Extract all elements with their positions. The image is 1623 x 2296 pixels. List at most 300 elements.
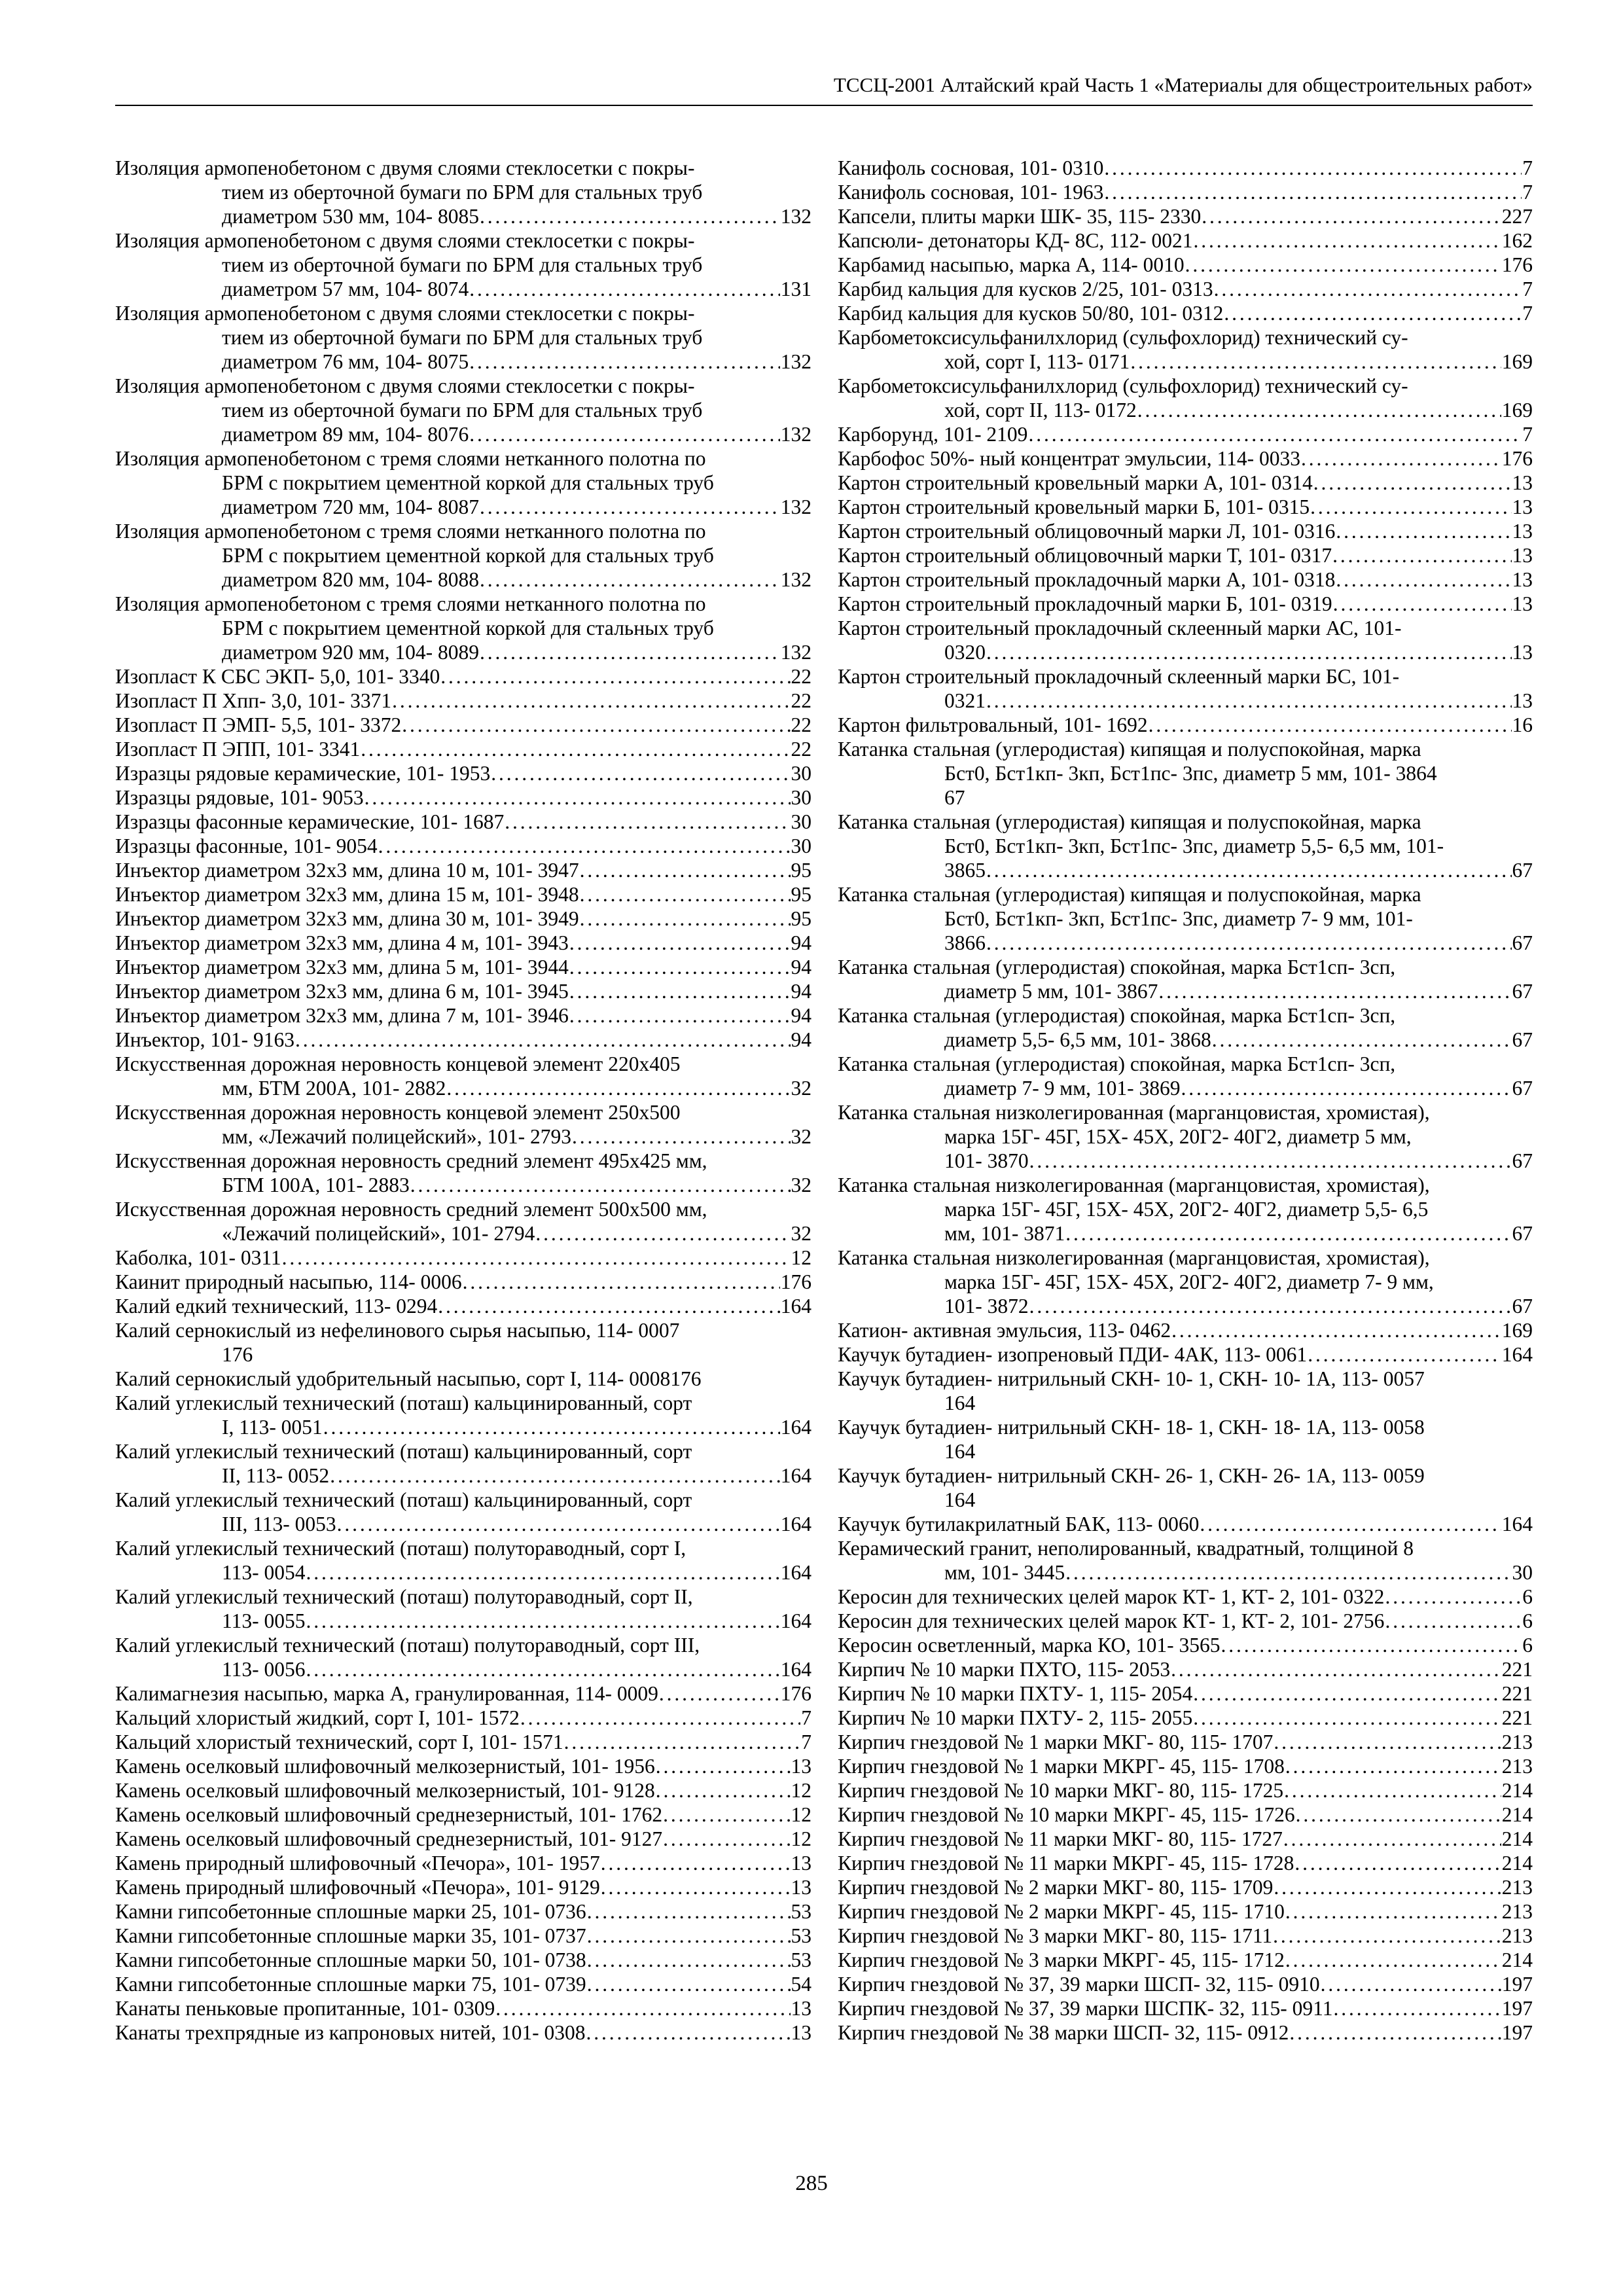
entry-text: Картон строительный прокладочный склеенный марки АС, 101- bbox=[838, 617, 1402, 639]
entry-text: 0321 bbox=[944, 689, 986, 712]
entry-page-ref: 94 bbox=[791, 931, 812, 954]
entry-text: марка 15Г- 45Г, 15Х- 45Х, 20Г2- 40Г2, диаметр 5 мм, bbox=[944, 1125, 1412, 1148]
index-entry-line bbox=[115, 1100, 812, 1124]
index-entry bbox=[115, 1149, 812, 1197]
index-entry bbox=[115, 2020, 812, 2045]
index-entry-line bbox=[838, 1318, 1533, 1342]
entry-page-ref: 7 bbox=[801, 1706, 812, 1729]
dot-leader bbox=[1171, 1318, 1501, 1342]
dot-leader bbox=[1274, 1875, 1501, 1899]
index-entry bbox=[115, 1803, 812, 1827]
index-entry-line bbox=[115, 1076, 812, 1100]
index-entry-line bbox=[115, 277, 812, 301]
index-entry bbox=[115, 737, 812, 761]
dot-leader bbox=[392, 689, 790, 713]
index-entry bbox=[838, 1996, 1533, 2020]
index-entry-line bbox=[115, 1754, 812, 1778]
index-entry-line bbox=[115, 471, 812, 495]
entry-text: Камень природный шлифовочный «Печора», 101- 1957 bbox=[115, 1852, 600, 1874]
dot-leader bbox=[601, 1851, 791, 1875]
index-entry-line bbox=[115, 1488, 812, 1512]
index-entry bbox=[115, 1536, 812, 1585]
index-entry bbox=[838, 1972, 1533, 1996]
index-entry bbox=[115, 1294, 812, 1318]
index-entry bbox=[838, 1778, 1533, 1803]
entry-page-ref: 214 bbox=[1501, 1827, 1533, 1850]
index-entry bbox=[838, 713, 1533, 737]
index-entry bbox=[115, 228, 812, 301]
index-entry-line bbox=[838, 2020, 1533, 2045]
index-entry bbox=[838, 471, 1533, 495]
index-entry-line bbox=[115, 785, 812, 810]
entry-page-ref: 16 bbox=[1512, 713, 1533, 736]
index-entry-line bbox=[838, 713, 1533, 737]
dot-leader bbox=[446, 1076, 790, 1100]
index-entry-line bbox=[838, 1270, 1533, 1294]
entry-page-ref: 7 bbox=[801, 1731, 812, 1753]
index-entry-line bbox=[115, 1318, 812, 1342]
index-entry-line bbox=[115, 1827, 812, 1851]
entry-text: диаметром 720 мм, 104- 8087 bbox=[222, 495, 479, 518]
entry-page-ref: 221 bbox=[1501, 1682, 1533, 1705]
index-entry-line bbox=[838, 1996, 1533, 2020]
index-entry-line bbox=[115, 446, 812, 471]
index-entry-line bbox=[838, 422, 1533, 446]
entry-text: Каболка, 101- 0311 bbox=[115, 1246, 281, 1269]
entry-page-ref: 30 bbox=[791, 786, 812, 809]
dot-leader bbox=[580, 882, 791, 906]
index-entry bbox=[115, 374, 812, 446]
entry-text: мм, БТМ 200А, 101- 2882 bbox=[222, 1077, 446, 1100]
index-entry-line bbox=[838, 1391, 1533, 1415]
entry-page-ref: 12 bbox=[791, 1827, 812, 1850]
index-entry-line bbox=[115, 906, 812, 931]
index-entry-line bbox=[115, 204, 812, 228]
index-entry-line bbox=[838, 1754, 1533, 1778]
index-entry-line bbox=[838, 1221, 1533, 1246]
entry-page-ref: 7 bbox=[1522, 278, 1533, 300]
index-entry-line bbox=[838, 1875, 1533, 1899]
index-entry bbox=[838, 1463, 1533, 1512]
entry-text: марка 15Г- 45Г, 15Х- 45Х, 20Г2- 40Г2, диаметр 7- 9 мм, bbox=[944, 1270, 1434, 1293]
entry-page-ref: 164 bbox=[780, 1609, 812, 1632]
index-entry-line bbox=[838, 1536, 1533, 1560]
entry-text: 164 bbox=[944, 1440, 976, 1463]
index-entry-line bbox=[115, 1924, 812, 1948]
entry-page-ref: 30 bbox=[791, 834, 812, 857]
dot-leader bbox=[469, 422, 780, 446]
dot-leader bbox=[535, 1221, 790, 1246]
index-entry-line bbox=[838, 1342, 1533, 1367]
index-entry-line bbox=[115, 1221, 812, 1246]
page-number: 285 bbox=[795, 2172, 828, 2195]
index-entry bbox=[115, 1681, 812, 1706]
entry-page-ref: 13 bbox=[1512, 641, 1533, 664]
entry-text: Инъектор диаметром 32x3 мм, длина 7 м, 101- 3946 bbox=[115, 1004, 569, 1027]
entry-text: 164 bbox=[944, 1391, 976, 1414]
entry-text: «Лежачий полицейский», 101- 2794 bbox=[222, 1222, 535, 1245]
index-entry-line bbox=[115, 1294, 812, 1318]
entry-text: Изоляция армопенобетоном с двумя слоями стеклосетки с покры- bbox=[115, 229, 695, 252]
index-entry bbox=[838, 1415, 1533, 1463]
index-entry bbox=[838, 228, 1533, 253]
entry-text: Кирпич № 10 марки ПХТУ- 1, 115- 2054 bbox=[838, 1682, 1193, 1705]
entry-text: Каучук бутилакрилатный БАК, 113- 0060 bbox=[838, 1513, 1200, 1535]
entry-text: Калий углекислый технический (поташ) полутораводный, сорт III, bbox=[115, 1634, 700, 1657]
entry-page-ref: 22 bbox=[791, 689, 812, 712]
index-entry-line bbox=[838, 204, 1533, 228]
index-entry bbox=[115, 858, 812, 882]
entry-page-ref: 213 bbox=[1501, 1755, 1533, 1778]
dot-leader bbox=[1284, 1778, 1501, 1803]
index-entry-line bbox=[838, 398, 1533, 422]
entry-text: Кальций хлористый жидкий, сорт I, 101- 1572 bbox=[115, 1706, 520, 1729]
entry-page-ref: 213 bbox=[1501, 1731, 1533, 1753]
index-entry-line bbox=[838, 471, 1533, 495]
dot-leader bbox=[337, 1512, 780, 1536]
entry-text: Картон фильтровальный, 101- 1692 bbox=[838, 713, 1148, 736]
index-entry-line bbox=[115, 1463, 812, 1488]
dot-leader bbox=[587, 1948, 791, 1972]
entry-text: Кирпич гнездовой № 11 марки МКГ- 80, 115- 1727 bbox=[838, 1827, 1283, 1850]
entry-page-ref: 164 bbox=[780, 1561, 812, 1584]
index-entry-line bbox=[838, 955, 1533, 979]
index-entry-line bbox=[115, 495, 812, 519]
index-entry-line bbox=[838, 664, 1533, 689]
dot-leader bbox=[569, 955, 791, 979]
entry-page-ref: 213 bbox=[1501, 1924, 1533, 1947]
entry-page-ref: 53 bbox=[791, 1924, 812, 1947]
index-entry bbox=[115, 1246, 812, 1270]
dot-leader bbox=[295, 1028, 791, 1052]
index-entry bbox=[838, 1512, 1533, 1536]
entry-page-ref: 32 bbox=[791, 1077, 812, 1100]
entry-text: 101- 3870 bbox=[944, 1149, 1029, 1172]
index-entry-line bbox=[115, 616, 812, 640]
dot-leader bbox=[1221, 1633, 1522, 1657]
index-entry bbox=[115, 1318, 812, 1367]
entry-page-ref: 164 bbox=[1501, 1343, 1533, 1366]
entry-page-ref: 131 bbox=[780, 278, 812, 300]
entry-text: Изоляция армопенобетоном с тремя слоями нетканного полотна по bbox=[115, 447, 706, 470]
index-entry bbox=[838, 1342, 1533, 1367]
entry-text: тием из оберточной бумаги по БРМ для стальных труб bbox=[222, 326, 703, 349]
index-entry bbox=[838, 543, 1533, 567]
index-entry bbox=[115, 1028, 812, 1052]
index-entry bbox=[838, 1899, 1533, 1924]
entry-text: Изоляция армопенобетоном с тремя слоями нетканного полотна по bbox=[115, 592, 706, 615]
index-entry-line bbox=[115, 1052, 812, 1076]
entry-page-ref: 13 bbox=[1512, 520, 1533, 543]
entry-page-ref: 32 bbox=[791, 1174, 812, 1196]
index-entry-line bbox=[115, 1875, 812, 1899]
entry-page-ref: 213 bbox=[1501, 1876, 1533, 1899]
index-entry bbox=[838, 374, 1533, 422]
entry-page-ref: 32 bbox=[791, 1125, 812, 1148]
entry-text: мм, 101- 3871 bbox=[944, 1222, 1065, 1245]
index-entry-line bbox=[838, 350, 1533, 374]
index-entry bbox=[838, 519, 1533, 543]
dot-leader bbox=[587, 1924, 791, 1948]
entry-text: Камень оселковый шлифовочный мелкозернистый, 101- 9128 bbox=[115, 1779, 655, 1802]
dot-leader bbox=[986, 931, 1512, 955]
dot-leader bbox=[569, 1003, 791, 1028]
index-entry bbox=[838, 1173, 1533, 1246]
entry-text: Кирпич гнездовой № 10 марки МКРГ- 45, 115- 1726 bbox=[838, 1803, 1295, 1826]
entry-text: Изопласт П ЭМП- 5,5, 101- 3372 bbox=[115, 713, 402, 736]
entry-page-ref: 164 bbox=[780, 1464, 812, 1487]
entry-text: Картон строительный кровельный марки Б, 101- 0315 bbox=[838, 495, 1310, 518]
index-entry bbox=[838, 1246, 1533, 1318]
dot-leader bbox=[505, 810, 790, 834]
dot-leader bbox=[663, 1827, 790, 1851]
entry-text: Изоляция армопенобетоном с двумя слоями стеклосетки с покры- bbox=[115, 302, 695, 325]
index-entry-line bbox=[838, 1052, 1533, 1076]
entry-text: Камни гипсобетонные сплошные марки 25, 101- 0736 bbox=[115, 1900, 586, 1923]
index-entry bbox=[115, 156, 812, 228]
entry-text: Каучук бутадиен- нитрильный СКН- 10- 1, СКН- 10- 1А, 113- 0057 bbox=[838, 1367, 1425, 1390]
entry-page-ref: 197 bbox=[1501, 1973, 1533, 1996]
index-entry-line bbox=[838, 1415, 1533, 1439]
dot-leader bbox=[572, 1124, 791, 1149]
index-entry bbox=[838, 1536, 1533, 1585]
dot-leader bbox=[1224, 301, 1522, 325]
entry-page-ref: 94 bbox=[791, 1028, 812, 1051]
dot-leader bbox=[1273, 1924, 1501, 1948]
dot-leader bbox=[587, 1972, 791, 1996]
index-entry bbox=[838, 592, 1533, 616]
index-entry bbox=[115, 955, 812, 979]
dot-leader bbox=[480, 204, 780, 228]
entry-text: Кирпич гнездовой № 2 марки МКГ- 80, 115- 1709 bbox=[838, 1876, 1274, 1899]
index-entry bbox=[115, 1875, 812, 1899]
index-entry bbox=[115, 519, 812, 592]
dot-leader bbox=[1181, 1076, 1512, 1100]
dot-leader bbox=[306, 1560, 779, 1585]
index-entry bbox=[115, 1778, 812, 1803]
index-entry bbox=[115, 1948, 812, 1972]
index-entry-line bbox=[838, 689, 1533, 713]
entry-text: Катанка стальная (углеродистая) кипящая и полуспокойная, марка bbox=[838, 810, 1421, 833]
index-entry bbox=[115, 1706, 812, 1730]
index-entry-line bbox=[115, 664, 812, 689]
dot-leader bbox=[330, 1463, 780, 1488]
index-entry-line bbox=[838, 1633, 1533, 1657]
index-entry-line bbox=[115, 1681, 812, 1706]
index-entry-line bbox=[115, 979, 812, 1003]
index-entry-line bbox=[838, 1948, 1533, 1972]
entry-page-ref: 164 bbox=[780, 1513, 812, 1535]
index-entry-line bbox=[838, 1463, 1533, 1488]
index-entry bbox=[115, 1052, 812, 1100]
dot-leader bbox=[282, 1246, 791, 1270]
dot-leader bbox=[1333, 1996, 1501, 2020]
index-entry-line bbox=[838, 567, 1533, 592]
entry-text: Камень оселковый шлифовочный среднезернистый, 101- 9127 bbox=[115, 1827, 663, 1850]
dot-leader bbox=[659, 1681, 780, 1706]
index-entry-line bbox=[115, 640, 812, 664]
index-entry-line bbox=[115, 180, 812, 204]
entry-page-ref: 213 bbox=[1501, 1900, 1533, 1923]
entry-text: Искусственная дорожная неровность средний элемент 500x500 мм, bbox=[115, 1198, 707, 1221]
index-entry bbox=[838, 1754, 1533, 1778]
dot-leader bbox=[1332, 543, 1511, 567]
entry-text: Катанка стальная низколегированная (марганцовистая, хромистая), bbox=[838, 1174, 1430, 1196]
dot-leader bbox=[495, 1996, 790, 2020]
entry-page-ref: 7 bbox=[1522, 302, 1533, 325]
index-entry bbox=[115, 1391, 812, 1439]
dot-leader bbox=[1029, 1294, 1512, 1318]
index-entry bbox=[115, 1924, 812, 1948]
dot-leader bbox=[1310, 495, 1511, 519]
index-entry bbox=[838, 1003, 1533, 1052]
entry-page-ref: 30 bbox=[791, 810, 812, 833]
dot-leader bbox=[1214, 277, 1522, 301]
dot-leader bbox=[520, 1706, 800, 1730]
entry-page-ref: 67 bbox=[1512, 1295, 1533, 1318]
index-entry-line bbox=[115, 1246, 812, 1270]
dot-leader bbox=[1294, 1851, 1501, 1875]
index-entry bbox=[838, 567, 1533, 592]
index-entry-line bbox=[838, 592, 1533, 616]
entry-text: Изразцы фасонные, 101- 9054 bbox=[115, 834, 378, 857]
index-entry-line bbox=[838, 1197, 1533, 1221]
entry-text: Каинит природный насыпью, 114- 0006 bbox=[115, 1270, 462, 1293]
index-entry-line bbox=[115, 1972, 812, 1996]
entry-text: Картон строительный облицовочный марки Т, 101- 0317 bbox=[838, 544, 1332, 567]
index-entry-line bbox=[838, 1003, 1533, 1028]
index-entry-line bbox=[838, 1706, 1533, 1730]
index-entry-line bbox=[838, 1149, 1533, 1173]
entry-page-ref: 53 bbox=[791, 1948, 812, 1971]
index-entry bbox=[838, 277, 1533, 301]
dot-leader bbox=[569, 931, 791, 955]
entry-page-ref: 12 bbox=[791, 1246, 812, 1269]
entry-text: Изразцы рядовые керамические, 101- 1953 bbox=[115, 762, 491, 785]
index-entry-line bbox=[115, 713, 812, 737]
entry-text: Калий углекислый технический (поташ) полутораводный, сорт II, bbox=[115, 1585, 693, 1608]
entry-page-ref: 13 bbox=[1512, 471, 1533, 494]
entry-text: Изопласт П ЭПП, 101- 3341 bbox=[115, 738, 361, 761]
entry-page-ref: 169 bbox=[1501, 1319, 1533, 1342]
entry-text: 101- 3872 bbox=[944, 1295, 1029, 1318]
index-entry-line bbox=[115, 1536, 812, 1560]
index-entry-line bbox=[115, 1948, 812, 1972]
entry-text: Каучук бутадиен- изопреновый ПДИ- 4АК, 113- 0061 bbox=[838, 1343, 1308, 1366]
index-entry-line bbox=[838, 1585, 1533, 1609]
entry-text: Камень природный шлифовочный «Печора», 101- 9129 bbox=[115, 1876, 600, 1899]
entry-text: тием из оберточной бумаги по БРМ для стальных труб bbox=[222, 181, 703, 204]
index-entry bbox=[838, 1924, 1533, 1948]
entry-text: Изопласт П Хпп- 3,0, 101- 3371 bbox=[115, 689, 392, 712]
entry-text: Инъектор, 101- 9163 bbox=[115, 1028, 294, 1051]
index-entry bbox=[115, 664, 812, 689]
index-entry bbox=[838, 301, 1533, 325]
entry-page-ref: 53 bbox=[791, 1900, 812, 1923]
entry-page-ref: 132 bbox=[780, 641, 812, 664]
dot-leader bbox=[480, 640, 780, 664]
dot-leader bbox=[601, 1875, 791, 1899]
index-entry bbox=[838, 810, 1533, 882]
index-entry-line bbox=[115, 1803, 812, 1827]
entry-text: Изоляция армопенобетоном с двумя слоями стеклосетки с покры- bbox=[115, 156, 695, 179]
index-entry-line bbox=[115, 2020, 812, 2045]
entry-text: Катанка стальная (углеродистая) спокойная, марка Бст1сп- 3сп, bbox=[838, 1004, 1396, 1027]
index-entry-line bbox=[838, 1681, 1533, 1706]
entry-text: Кирпич № 10 марки ПХТУ- 2, 115- 2055 bbox=[838, 1706, 1193, 1729]
index-entry-line bbox=[115, 1439, 812, 1463]
entry-text: диаметр 5,5- 6,5 мм, 101- 3868 bbox=[944, 1028, 1211, 1051]
index-entry-line bbox=[115, 1197, 812, 1221]
index-entry bbox=[115, 1367, 812, 1391]
index-entry-line bbox=[115, 1270, 812, 1294]
index-entry bbox=[838, 1657, 1533, 1681]
entry-text: БТМ 100А, 101- 2883 bbox=[222, 1174, 410, 1196]
entry-text: Кирпич гнездовой № 11 марки МКРГ- 45, 115- 1728 bbox=[838, 1852, 1294, 1874]
index-entry-line bbox=[838, 1657, 1533, 1681]
dot-leader bbox=[1336, 519, 1511, 543]
index-entry bbox=[838, 616, 1533, 664]
dot-leader bbox=[1285, 1754, 1501, 1778]
entry-page-ref: 6 bbox=[1522, 1585, 1533, 1608]
index-entry bbox=[115, 882, 812, 906]
entry-text: Кирпич гнездовой № 37, 39 марки ШСПК- 32, 115- 0911 bbox=[838, 1997, 1333, 2020]
index-entry-line bbox=[838, 1367, 1533, 1391]
entry-page-ref: 95 bbox=[791, 883, 812, 906]
dot-leader bbox=[1193, 1681, 1501, 1706]
index-entry-line bbox=[838, 1512, 1533, 1536]
entry-text: диаметром 76 мм, 104- 8075 bbox=[222, 350, 469, 373]
entry-text: Кирпич гнездовой № 10 марки МКГ- 80, 115- 1725 bbox=[838, 1779, 1284, 1802]
index-entry-line bbox=[115, 1003, 812, 1028]
index-entry bbox=[115, 1439, 812, 1488]
index-entry bbox=[838, 495, 1533, 519]
dot-leader bbox=[1194, 228, 1501, 253]
entry-page-ref: 164 bbox=[780, 1658, 812, 1681]
entry-page-ref: 7 bbox=[1522, 423, 1533, 446]
dot-leader bbox=[1274, 1730, 1501, 1754]
entry-text: Керосин для технических целей марок КТ- 1, КТ- 2, 101- 2756 bbox=[838, 1609, 1385, 1632]
dot-leader bbox=[587, 1899, 791, 1924]
entry-page-ref: 132 bbox=[780, 350, 812, 373]
entry-page-ref: 164 bbox=[1501, 1513, 1533, 1535]
dot-leader bbox=[1137, 398, 1501, 422]
index-entry-line bbox=[838, 810, 1533, 834]
entry-text: Искусственная дорожная неровность средний элемент 495x425 мм, bbox=[115, 1149, 707, 1172]
entry-page-ref: 132 bbox=[780, 205, 812, 228]
entry-text: БРМ с покрытием цементной коркой для стальных труб bbox=[222, 617, 714, 639]
entry-text: Кирпич гнездовой № 37, 39 марки ШСП- 32, 115- 0910 bbox=[838, 1973, 1320, 1996]
index-entry-line bbox=[838, 1246, 1533, 1270]
entry-text: 176 bbox=[222, 1343, 253, 1366]
index-entry-line bbox=[838, 543, 1533, 567]
index-entry-line bbox=[838, 882, 1533, 906]
index-entry bbox=[115, 906, 812, 931]
entry-page-ref: 6 bbox=[1522, 1609, 1533, 1632]
index-entry-line bbox=[115, 325, 812, 350]
entry-text: Калий едкий технический, 113- 0294 bbox=[115, 1295, 438, 1318]
entry-page-ref: 13 bbox=[1512, 689, 1533, 712]
dot-leader bbox=[1301, 446, 1501, 471]
entry-text: Калимагнезия насыпью, марка А, гранулированная, 114- 0009 bbox=[115, 1682, 658, 1705]
dot-leader bbox=[1321, 1972, 1501, 1996]
index-entry-line bbox=[838, 301, 1533, 325]
entry-text: Керамический гранит, неполированный, квадратный, толщиной 8 bbox=[838, 1537, 1414, 1560]
entry-page-ref: 221 bbox=[1501, 1706, 1533, 1729]
index-entry-line bbox=[115, 1367, 812, 1391]
index-entry-line bbox=[115, 374, 812, 398]
entry-page-ref: 162 bbox=[1501, 229, 1533, 252]
